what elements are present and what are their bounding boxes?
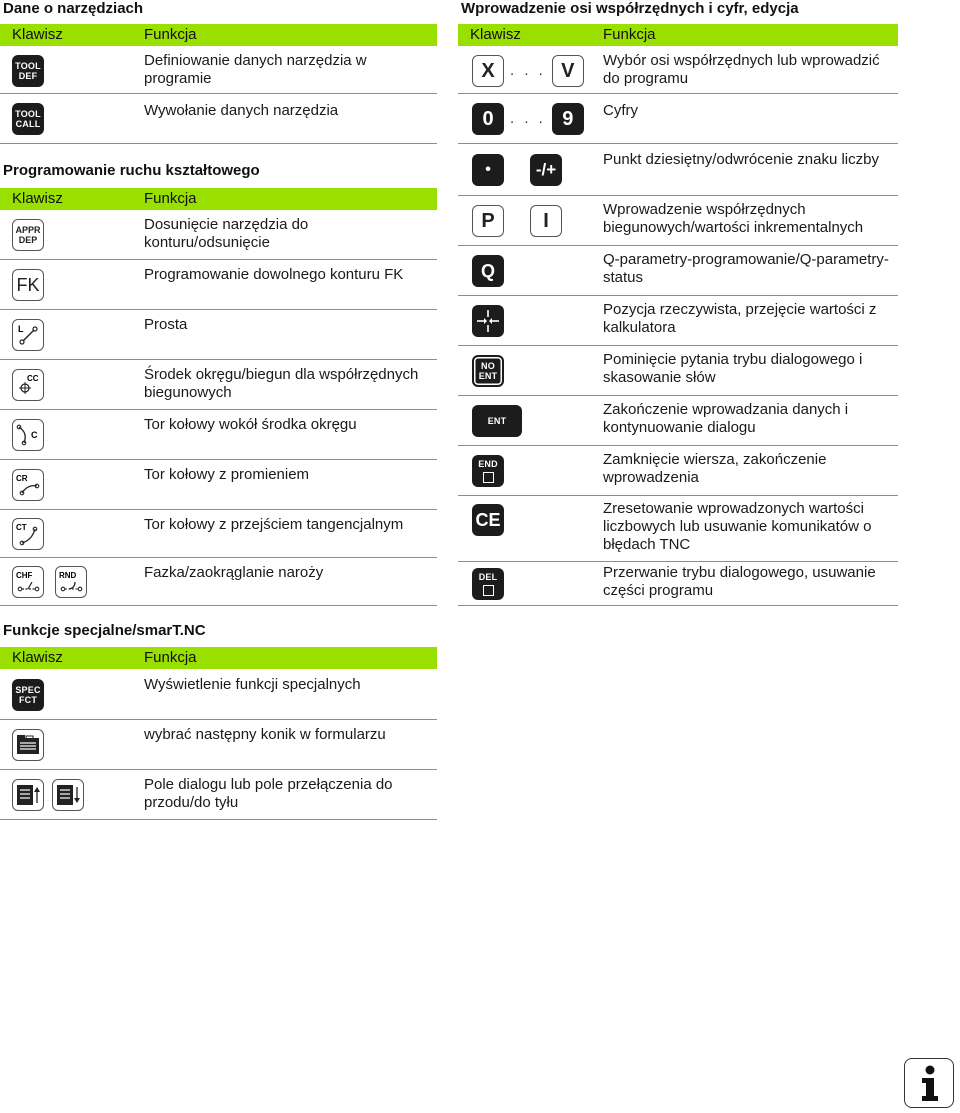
row-description: Dosunięcie narzędzia do konturu/odsunięcie [144,216,309,251]
row-description: Definiowanie danych narzędzia w programie [144,52,367,87]
table-row [0,510,437,558]
table-row [0,48,437,94]
row-description: Fazka/zaokrąglanie naroży [144,564,324,581]
header-function: Funkcja [144,26,197,43]
actual-position-key[interactable] [472,305,504,337]
del-key[interactable]: DEL [472,568,504,600]
row-description: Zamknięcie wiersza, zakończenie wprowadzenia [603,451,827,486]
svg-text:CT: CT [16,522,27,532]
table-header [458,24,898,46]
table-row [458,346,898,396]
section-title-contour: Programowanie ruchu kształtowego [3,162,260,179]
table-header [0,188,437,210]
row-description: Tor kołowy z promieniem [144,466,310,483]
header-function: Funkcja [144,649,197,666]
table-row [458,144,898,196]
rounding-rnd-key[interactable] [55,566,87,598]
next-tab-icon [14,731,42,759]
rounding-icon [57,568,85,596]
end-key[interactable]: END [472,455,504,487]
table-row [458,296,898,346]
row-description: Pole dialogu lub pole przełączenia do przodu/do tyłu [144,776,393,811]
section-title-input: Wprowadzenie osi współrzędnych i cyfr, edycja [461,0,799,17]
row-description: Prosta [144,316,188,333]
q-parameter-key[interactable]: Q [472,255,504,287]
row-description: Pozycja rzeczywista, przejęcie wartości z kalkulatora [603,301,877,336]
ce-key[interactable]: CE [472,504,504,536]
next-field-icon [54,781,82,809]
arc-tangent-icon [14,520,42,548]
table-row [0,460,437,510]
table-header [0,647,437,669]
incremental-i-key[interactable]: I [530,205,562,237]
row-description: Przerwanie trybu dialogowego, usuwanie części programu [603,564,876,599]
table-row [0,260,437,310]
circle-center-icon [14,371,42,399]
table-row [458,496,898,562]
sign-change-key[interactable]: -/+ [530,154,562,186]
svg-text:C: C [31,429,38,440]
ent-key[interactable]: ENT [472,405,522,437]
circle-radius-cr-key[interactable] [12,469,44,501]
table-row [0,410,437,460]
table-row [458,562,898,606]
tool-def-key[interactable]: TOOL DEF [12,55,44,87]
table-row [458,396,898,446]
decimal-point-key[interactable]: • [472,154,504,186]
line-icon [14,321,42,349]
row-description: Wywołanie danych narzędzia [144,102,339,119]
chamfer-chf-key[interactable] [12,566,44,598]
tool-call-key[interactable]: TOOL CALL [12,103,44,135]
header-key: Klawisz [470,26,521,43]
header-function: Funkcja [144,190,197,207]
table-row [458,246,898,296]
next-tab-key[interactable] [12,729,44,761]
arc-center-icon [14,421,42,449]
ellipsis: . . . [510,62,546,79]
row-description: Wprowadzenie współrzędnych biegunowych/wartości inkrementalnych [603,201,864,236]
circle-c-key[interactable] [12,419,44,451]
table-row [458,446,898,496]
row-description: Q-parametry-programowanie/Q-parametry-status [603,251,889,286]
table-row [0,670,437,720]
arc-radius-icon [14,471,42,499]
appr-dep-key[interactable]: APPR DEP [12,219,44,251]
section-title-tool-data: Dane o narzędziach [3,0,144,17]
row-description: Programowanie dowolnego konturu FK [144,266,404,283]
digit-9-key[interactable]: 9 [552,103,584,135]
ellipsis: . . . [510,110,546,127]
header-key: Klawisz [12,190,63,207]
polar-p-key[interactable]: P [472,205,504,237]
prev-field-icon [14,781,42,809]
table-row [458,196,898,246]
svg-text:RND: RND [59,570,77,580]
table-row [0,210,437,260]
table-header [0,24,437,46]
header-key: Klawisz [12,26,63,43]
del-square-icon [483,585,494,596]
svg-text:L: L [18,323,24,334]
fk-key[interactable]: FK [12,269,44,301]
table-row [0,360,437,410]
end-square-icon [483,472,494,483]
spec-fct-key[interactable]: SPEC FCT [12,679,44,711]
svg-text:CR: CR [16,473,28,483]
next-field-key[interactable] [52,779,84,811]
row-description: Zresetowanie wprowadzonych wartości liczbowych lub usuwanie komunikatów o błędach TNC [603,500,872,553]
svg-text:CC: CC [27,373,39,383]
axis-x-key[interactable]: X [472,55,504,87]
table-row [458,94,898,144]
prev-field-key[interactable] [12,779,44,811]
row-description: Cyfry [603,102,638,119]
info-icon [904,1058,954,1108]
table-row [458,48,898,94]
no-ent-key[interactable]: NO ENT [472,355,504,387]
row-description: Tor kołowy wokół środka okręgu [144,416,357,433]
actual-position-icon [474,307,502,335]
row-description: Pominięcie pytania trybu dialogowego i skasowanie słów [603,351,863,386]
row-description: Tor kołowy z przejściem tangencjalnym [144,516,404,533]
axis-v-key[interactable]: V [552,55,584,87]
header-key: Klawisz [12,649,63,666]
digit-0-key[interactable]: 0 [472,103,504,135]
header-function: Funkcja [603,26,656,43]
row-description: Środek okręgu/biegun dla współrzędnych biegunowych [144,366,419,401]
line-l-key[interactable] [12,319,44,351]
row-description: Wyświetlenie funkcji specjalnych [144,676,361,693]
row-description: Zakończenie wprowadzania danych i kontynuowanie dialogu [603,401,849,436]
row-description: Wybór osi współrzędnych lub wprowadzić do programu [603,52,880,87]
table-row [0,720,437,770]
table-row [0,770,437,820]
circle-center-cc-key[interactable] [12,369,44,401]
circle-tangent-ct-key[interactable] [12,518,44,550]
table-row [0,558,437,606]
row-description: wybrać następny konik w formularzu [144,726,386,743]
svg-text:CHF: CHF [16,570,33,580]
info-glyph [914,1063,944,1103]
chamfer-icon [14,568,42,596]
table-row [0,94,437,144]
row-description: Punkt dziesiętny/odwrócenie znaku liczby [603,151,879,168]
table-row [0,310,437,360]
section-title-special: Funkcje specjalne/smarT.NC [3,622,206,639]
